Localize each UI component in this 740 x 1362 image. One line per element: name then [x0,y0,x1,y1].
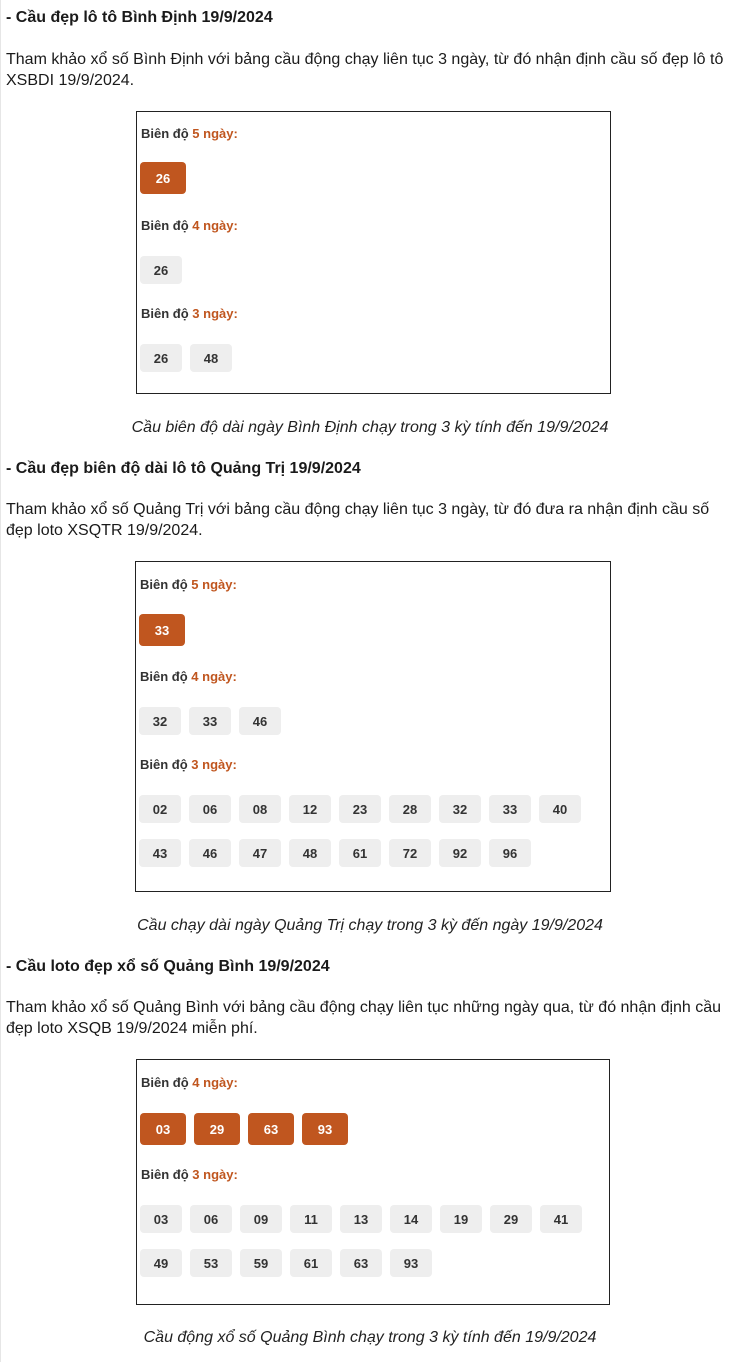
number-chip[interactable]: 61 [290,1249,332,1277]
number-chip[interactable]: 53 [190,1249,232,1277]
number-chip[interactable]: 29 [194,1113,240,1145]
range-label: Biên độ 4 ngày: [141,1075,238,1090]
number-chip[interactable]: 92 [439,839,481,867]
number-chip[interactable]: 33 [139,614,185,646]
table-caption: Cầu động xổ số Quảng Bình chạy trong 3 kỳ tính đến 19/9/2024 [143,1329,597,1346]
section-intro: Tham khảo xổ số Quảng Trị với bảng cầu động chạy liên tục 3 ngày, từ đó đưa ra nhận định cầu số đẹp loto XSQTR 19/9/2024. [6,501,710,539]
number-chip[interactable]: 32 [139,707,181,735]
number-chip[interactable]: 61 [339,839,381,867]
number-chip[interactable]: 13 [340,1205,382,1233]
number-chip[interactable]: 26 [140,162,186,194]
number-chip[interactable]: 63 [248,1113,294,1145]
number-chip[interactable]: 03 [140,1205,182,1233]
number-chip[interactable]: 28 [389,795,431,823]
left-border [0,0,1,1362]
bridge-table [136,111,611,394]
number-chip[interactable]: 29 [490,1205,532,1233]
number-chip[interactable]: 72 [389,839,431,867]
table-caption: Cầu chạy dài ngày Quảng Trị chạy trong 3 kỳ đến ngày 19/9/2024 [137,917,603,934]
section-heading: - Cầu loto đẹp xổ số Quảng Bình 19/9/2024 [6,958,330,975]
section-intro: Tham khảo xổ số Quảng Bình với bảng cầu động chạy liên tục những ngày qua, từ đó nhận định cầu đẹp loto XSQB 19/9/2024 miễn phí. [6,999,722,1037]
section-heading: - Cầu đẹp biên độ dài lô tô Quảng Trị 19/9/2024 [6,460,361,477]
number-chip[interactable]: 26 [140,256,182,284]
range-label: Biên độ 3 ngày: [141,306,238,321]
number-chip[interactable]: 09 [240,1205,282,1233]
number-chip[interactable]: 12 [289,795,331,823]
table-caption: Cầu biên độ dài ngày Bình Định chạy trong 3 kỳ tính đến 19/9/2024 [131,419,609,436]
number-chip[interactable]: 48 [289,839,331,867]
section-intro: Tham khảo xổ số Bình Định với bảng cầu động chạy liên tục 3 ngày, từ đó nhận định cầu số đẹp lô tô XSBDI 19/9/2024. [6,51,724,89]
number-chip[interactable]: 03 [140,1113,186,1145]
number-chip[interactable]: 43 [139,839,181,867]
number-chip[interactable]: 33 [189,707,231,735]
number-chip[interactable]: 46 [189,839,231,867]
range-label: Biên độ 3 ngày: [141,1167,238,1182]
range-label: Biên độ 3 ngày: [140,757,237,772]
number-chip[interactable]: 93 [390,1249,432,1277]
range-label: Biên độ 4 ngày: [141,218,238,233]
number-chip[interactable]: 46 [239,707,281,735]
number-chip[interactable]: 26 [140,344,182,372]
number-chip[interactable]: 48 [190,344,232,372]
number-chip[interactable]: 96 [489,839,531,867]
number-chip[interactable]: 14 [390,1205,432,1233]
number-chip[interactable]: 08 [239,795,281,823]
range-label: Biên độ 5 ngày: [141,126,238,141]
range-label: Biên độ 4 ngày: [140,669,237,684]
range-label: Biên độ 5 ngày: [140,577,237,592]
number-chip[interactable]: 47 [239,839,281,867]
number-chip[interactable]: 11 [290,1205,332,1233]
section-heading: - Cầu đẹp lô tô Bình Định 19/9/2024 [6,9,273,26]
number-chip[interactable]: 40 [539,795,581,823]
number-chip[interactable]: 63 [340,1249,382,1277]
number-chip[interactable]: 19 [440,1205,482,1233]
bridge-table [136,1059,610,1305]
number-chip[interactable]: 49 [140,1249,182,1277]
number-chip[interactable]: 06 [189,795,231,823]
number-chip[interactable]: 06 [190,1205,232,1233]
number-chip[interactable]: 59 [240,1249,282,1277]
number-chip[interactable]: 93 [302,1113,348,1145]
number-chip[interactable]: 41 [540,1205,582,1233]
number-chip[interactable]: 23 [339,795,381,823]
number-chip[interactable]: 32 [439,795,481,823]
number-chip[interactable]: 02 [139,795,181,823]
bridge-table [135,561,611,892]
number-chip[interactable]: 33 [489,795,531,823]
